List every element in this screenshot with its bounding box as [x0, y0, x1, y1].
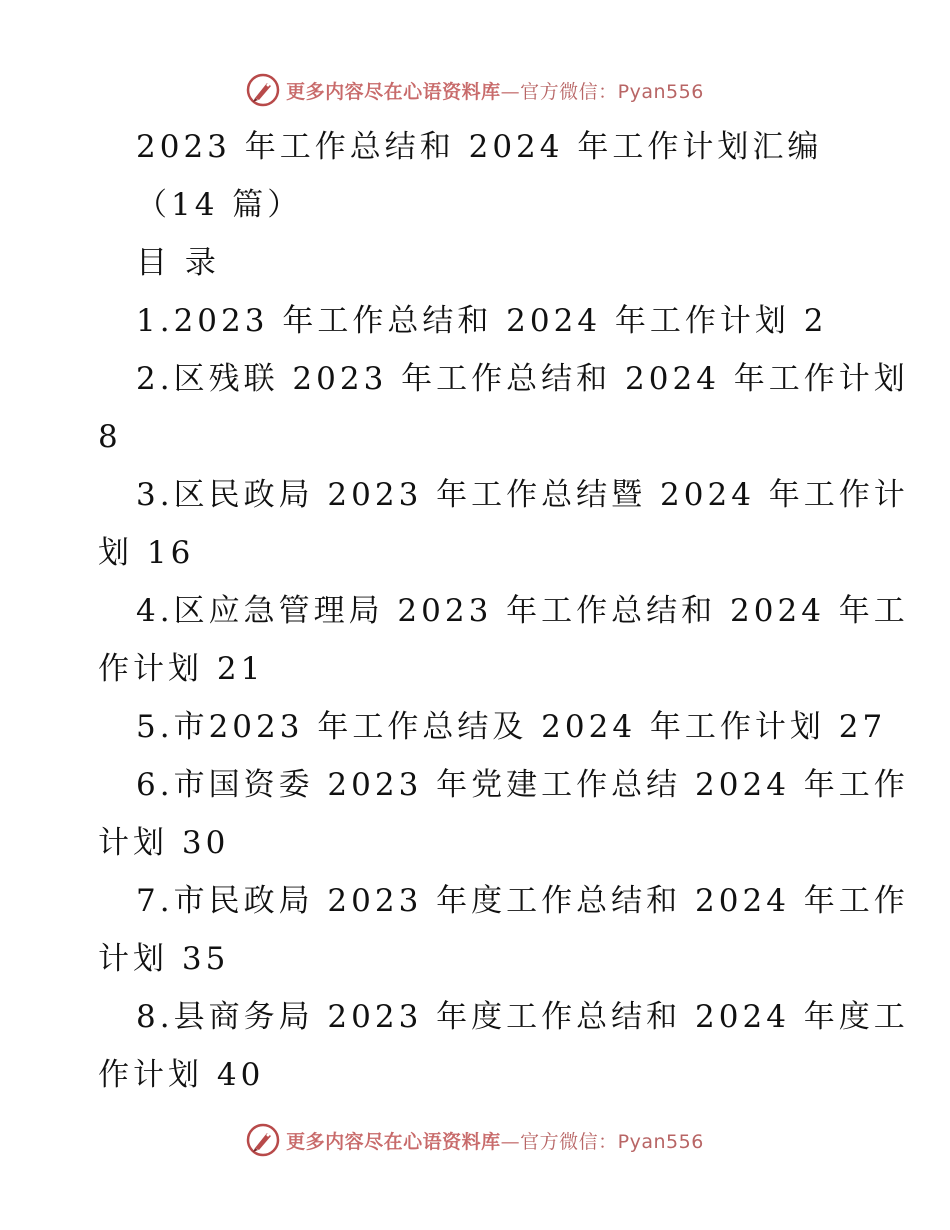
document-body — [98, 118, 909, 1104]
document-title-count: （14 篇） — [136, 187, 303, 223]
watermark-dash: — — [500, 80, 521, 103]
toc-entry-5[interactable]: 5.市2023 年工作总结及 2024 年工作计划 27 — [136, 709, 887, 745]
pen-logo-icon — [246, 1123, 280, 1157]
toc-entry-4-continued[interactable]: 作计划 21 — [98, 651, 265, 687]
toc-heading: 目 录 — [136, 245, 220, 281]
document-title: 2023 年工作总结和 2024 年工作计划汇编 — [136, 129, 823, 165]
watermark-slogan: 更多内容尽在心语资料库 — [286, 1130, 501, 1153]
pen-logo-icon — [246, 73, 280, 107]
toc-entry-8-continued[interactable]: 作计划 40 — [98, 1057, 265, 1093]
toc-entry-7-continued[interactable]: 计划 35 — [98, 941, 230, 977]
toc-entry-2-continued[interactable]: 8 — [98, 419, 122, 455]
toc-entry-2[interactable]: 2.区残联 2023 年工作总结和 2024 年工作计划 — [136, 361, 909, 397]
toc-entry-3[interactable]: 3.区民政局 2023 年工作总结暨 2024 年工作计 — [136, 477, 909, 513]
toc-entry-1[interactable]: 1.2023 年工作总结和 2024 年工作计划 2 — [136, 303, 828, 339]
watermark-wechat: 官方微信：Pyan556 — [520, 80, 704, 103]
watermark-slogan: 更多内容尽在心语资料库 — [286, 80, 501, 103]
toc-entry-8[interactable]: 8.县商务局 2023 年度工作总结和 2024 年度工 — [136, 999, 909, 1035]
toc-entry-3-continued[interactable]: 划 16 — [98, 535, 195, 571]
watermark-wechat: 官方微信：Pyan556 — [520, 1130, 704, 1153]
toc-entry-7[interactable]: 7.市民政局 2023 年度工作总结和 2024 年工作 — [136, 883, 909, 919]
watermark-dash: — — [500, 1130, 521, 1153]
watermark-banner-bottom — [0, 1120, 950, 1160]
watermark-banner-top — [0, 70, 950, 110]
toc-entry-6[interactable]: 6.市国资委 2023 年党建工作总结 2024 年工作 — [136, 767, 909, 803]
toc-entry-6-continued[interactable]: 计划 30 — [98, 825, 230, 861]
toc-entry-4[interactable]: 4.区应急管理局 2023 年工作总结和 2024 年工 — [136, 593, 909, 629]
